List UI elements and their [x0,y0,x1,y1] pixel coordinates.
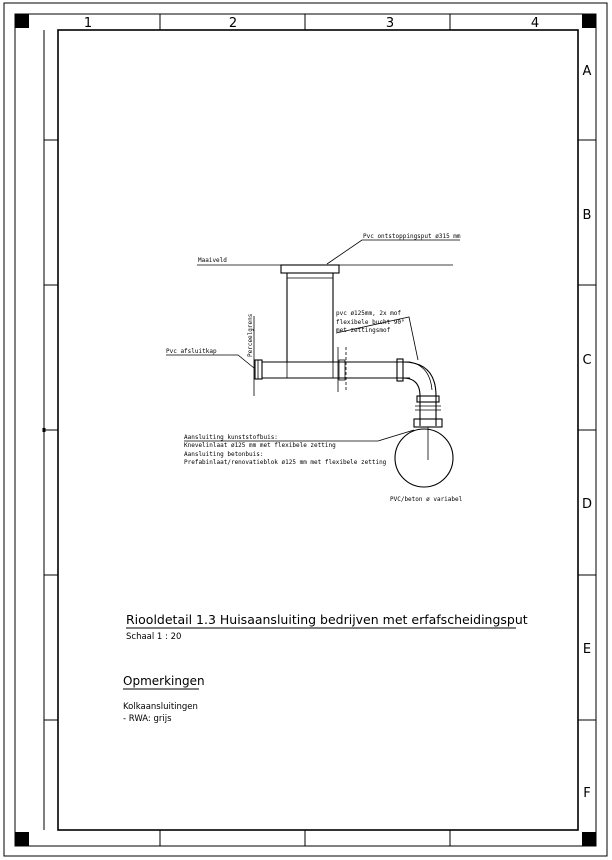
grid-column-3: 3 [385,16,395,31]
remarks-line2: - RWA: grijs [123,714,172,724]
drawing-scale: Schaal 1 : 20 [126,632,182,642]
label-pvc-line1: pvc ø125mm, 2x mof [336,310,402,317]
corner-mark-tl [15,14,29,28]
main-sewer-pipe [395,429,453,487]
remarks-line1: Kolkaansluitingen [123,702,198,712]
label-aansluiting2: Knevelinlaat ø125 mm met flexibele zetting [184,442,336,449]
cleanout-cap [281,265,339,273]
leader-afsluitkap [166,355,254,368]
grid-row-d: D [581,497,593,512]
grid-column-4: 4 [530,16,540,31]
grid-row-c: C [582,353,592,368]
inlet-connector [414,419,442,427]
drawing-title: Riooldetail 1.3 Huisaansluiting bedrijven met erfafscheidingsput [126,612,528,627]
corner-mark-bl [15,832,29,846]
grid-row-e: E [582,642,592,657]
corner-mark-br [582,832,596,846]
corner-mark-tr [582,14,596,28]
bend-inner [403,378,420,396]
label-aansluiting4: Prefabinlaat/renovatieblok ø125 mm met flexibele zetting [184,459,387,466]
label-aansluiting3: Aansluiting betonbuis: [184,451,264,458]
leader-ontstoppingsput [327,240,460,264]
label-perceelgrens: Perceelgrens [247,313,254,357]
end-cap [255,360,262,379]
grid-row-b: B [582,208,592,223]
grid-column-2: 2 [228,16,238,31]
grid-row-a: A [582,64,592,79]
label-pvc-ontstoppingsput: Pvc ontstoppingsput ø315 mm [363,233,461,240]
label-pvc-afsluitkap: Pvc afsluitkap [166,348,217,355]
remarks-heading: Opmerkingen [123,674,205,688]
grid-frame [15,14,596,846]
label-maaiveld: Maaiveld [198,257,227,264]
label-pvc-line2: flexibele bucht 90° [336,319,405,326]
sewer-detail-drawing [166,233,463,503]
outer-frame [4,3,607,856]
grid-column-1: 1 [83,16,93,31]
label-pvc-beton: PVC/beton ø variabel [390,496,463,503]
label-pvc-line3: met zettingsmof [336,327,391,334]
label-aansluiting1: Aansluiting kunststofbuis: [184,434,278,441]
grid-row-f: F [583,786,591,801]
